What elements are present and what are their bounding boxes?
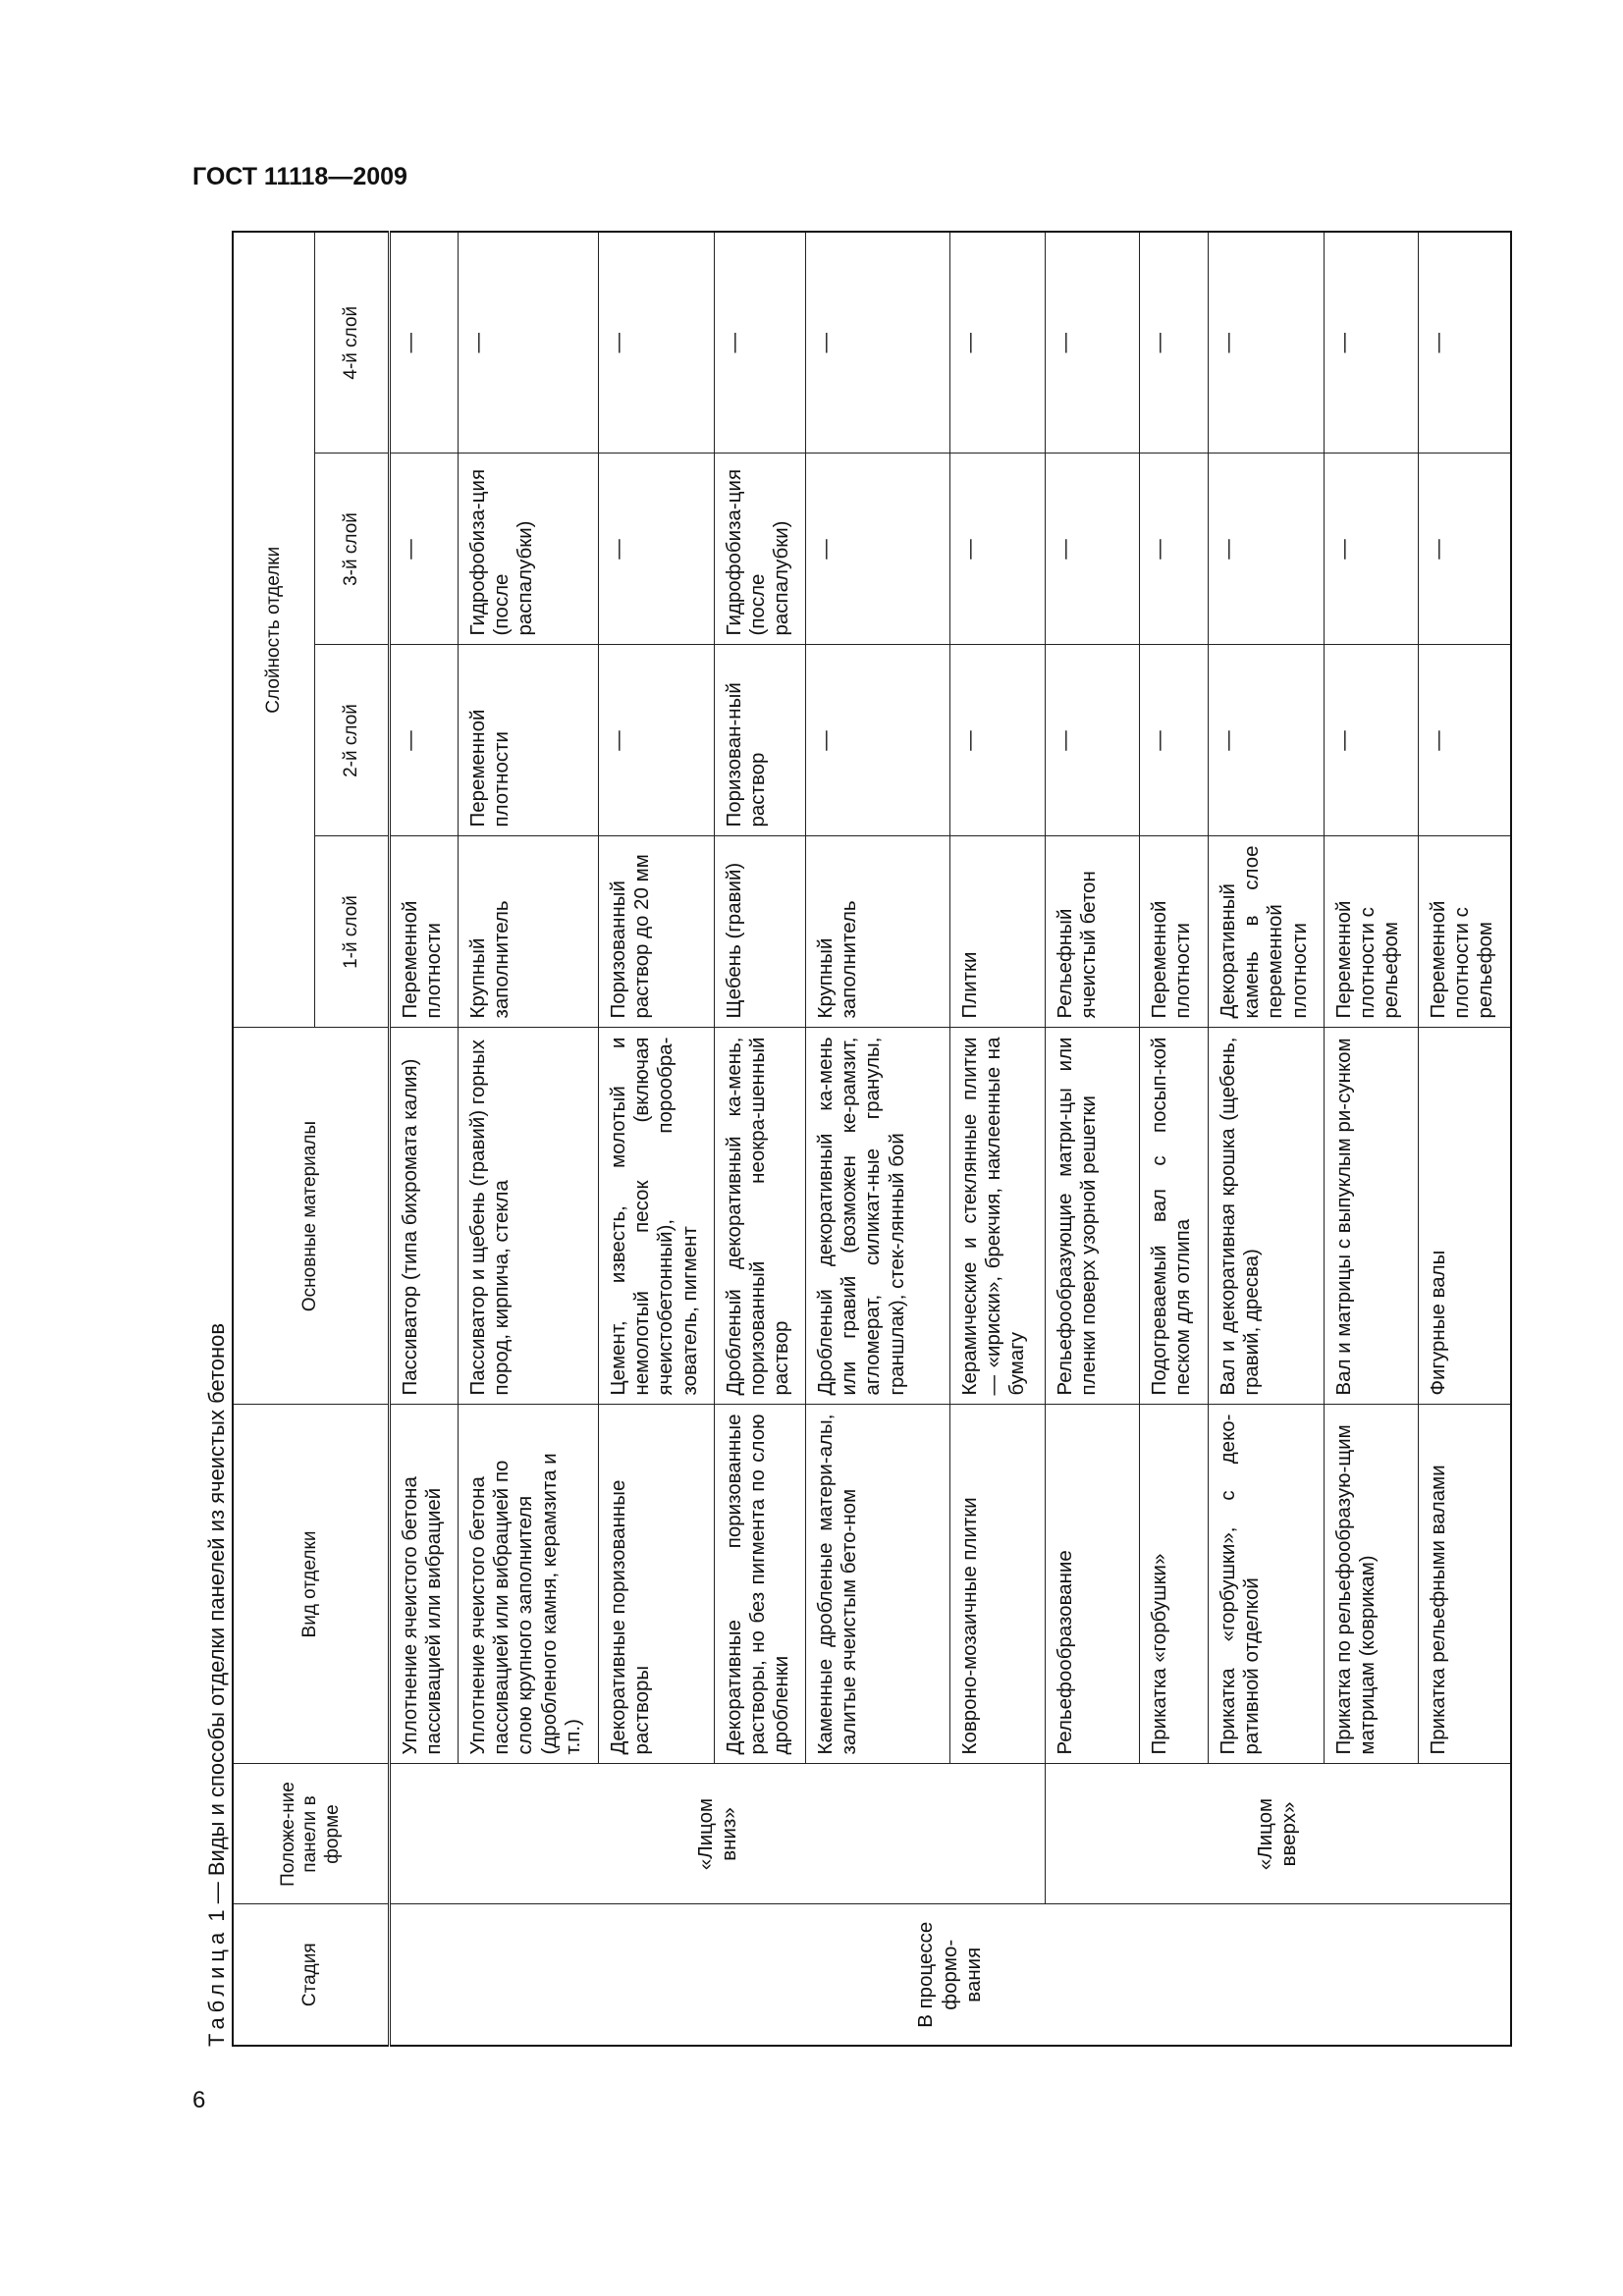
- table-caption-text: 1 — Виды и способы отделки панелей из ячеистых бетонов: [204, 1322, 229, 1922]
- materials-cell: Цемент, известь, молотый и немолотый песок (включая ячеистобетонный), порообра-зователь, пигмент: [599, 1028, 715, 1405]
- header-materials: Основные материалы: [233, 1028, 390, 1405]
- header-layer-4: 4-й слой: [315, 232, 390, 454]
- layer2-cell: —: [390, 645, 459, 836]
- layer4-cell: —: [459, 232, 599, 454]
- finishing-types-table: [232, 231, 1512, 2047]
- standard-header: ГОСТ 11118—2009: [192, 163, 407, 190]
- materials-cell: Фигурные валы: [1419, 1028, 1511, 1405]
- layer1-cell: Поризованный раствор до 20 мм: [599, 836, 715, 1028]
- layer4-cell: —: [1419, 232, 1511, 454]
- header-layering: Слойность отделки: [233, 232, 315, 1028]
- finish-cell: Ковроно-мозаичные плитки: [950, 1405, 1046, 1764]
- page-number: 6: [192, 2087, 206, 2113]
- materials-cell: Пассиватор и щебень (гравий) горных пород, кирпича, стекла: [459, 1028, 599, 1405]
- layer4-cell: —: [390, 232, 459, 454]
- layer2-cell: —: [1325, 645, 1419, 836]
- layer3-cell: —: [1209, 454, 1325, 645]
- materials-cell: Дробленый декоративный ка-мень, поризованный неокра-шенный раствор: [715, 1028, 806, 1405]
- layer1-cell: Щебень (гравий): [715, 836, 806, 1028]
- layer3-cell: Гидрофобиза-ция (после распалубки): [459, 454, 599, 645]
- layer4-cell: —: [950, 232, 1046, 454]
- table-caption-word: Таблица: [204, 1927, 229, 2047]
- layer1-cell: Переменной плотности: [390, 836, 459, 1028]
- layer1-cell: Переменной плотности с рельефом: [1325, 836, 1419, 1028]
- layer4-cell: —: [599, 232, 715, 454]
- layer4-cell: —: [1046, 232, 1140, 454]
- header-layer-2: 2-й слой: [315, 645, 390, 836]
- layer2-cell: —: [1419, 645, 1511, 836]
- layer3-cell: —: [1046, 454, 1140, 645]
- layer4-cell: —: [806, 232, 950, 454]
- table-row: [390, 232, 459, 2046]
- finish-cell: Прикатка «горбушки»: [1140, 1405, 1209, 1764]
- finish-cell: Каменные дробленые матери-алы, залитые ячеистым бето-ном: [806, 1405, 950, 1764]
- header-layer-1: 1-й слой: [315, 836, 390, 1028]
- finish-cell: Прикатка рельефными валами: [1419, 1405, 1511, 1764]
- materials-cell: Дробленый декоративный ка-мень или гравий (возможен ке-рамзит, агломерат, силикат-ные гранулы, граншлак), стек-лянный бой: [806, 1028, 950, 1405]
- materials-cell: Рельефообразующие матри-цы или пленки поверх узорной решетки: [1046, 1028, 1140, 1405]
- materials-cell: Подогреваемый вал с посып-кой песком для отлипа: [1140, 1028, 1209, 1405]
- layer1-cell: Переменной плотности: [1140, 836, 1209, 1028]
- layer1-cell: Декоративный камень в слое переменной плотности: [1209, 836, 1325, 1028]
- layer2-cell: —: [1046, 645, 1140, 836]
- header-stage: Стадия: [233, 1904, 390, 2046]
- layer2-cell: —: [1140, 645, 1209, 836]
- layer3-cell: —: [599, 454, 715, 645]
- layer3-cell: Гидрофобиза-ция (после распалубки): [715, 454, 806, 645]
- layer4-cell: —: [1209, 232, 1325, 454]
- layer2-cell: Переменной плотности: [459, 645, 599, 836]
- layer4-cell: —: [1325, 232, 1419, 454]
- layer3-cell: —: [950, 454, 1046, 645]
- layer1-cell: Переменной плотности с рельефом: [1419, 836, 1511, 1028]
- rotated-table-block: [202, 233, 1510, 2047]
- layer4-cell: —: [1140, 232, 1209, 454]
- layer2-cell: —: [806, 645, 950, 836]
- layer3-cell: —: [1419, 454, 1511, 645]
- layer3-cell: —: [1140, 454, 1209, 645]
- stage-cell: В процессе формо-вания: [390, 1904, 1511, 2046]
- layer3-cell: —: [390, 454, 459, 645]
- finish-cell: Уплотнение ячеистого бетона пассивацией или вибрацией по слою крупного заполнителя (дробленого камня, керамзита и т.п.): [459, 1405, 599, 1764]
- finish-cell: Прикатка «горбушки», с деко-ративной отделкой: [1209, 1405, 1325, 1764]
- position-down-cell: «Лицом вниз»: [390, 1764, 1046, 1904]
- layer1-cell: Крупный заполнитель: [459, 836, 599, 1028]
- layer1-cell: Плитки: [950, 836, 1046, 1028]
- header-layer-3: 3-й слой: [315, 454, 390, 645]
- position-up-cell: «Лицом вверх»: [1046, 1764, 1511, 1904]
- table-caption: [202, 233, 232, 2047]
- layer2-cell: Поризован-ный раствор: [715, 645, 806, 836]
- layer1-cell: Рельефный ячеистый бетон: [1046, 836, 1140, 1028]
- table-row: [1046, 232, 1140, 2046]
- header-finish-type: Вид отделки: [233, 1405, 390, 1764]
- materials-cell: Вал и матрицы с выпуклым ри-сунком: [1325, 1028, 1419, 1405]
- finish-cell: Рельефообразование: [1046, 1405, 1140, 1764]
- header-position: Положе-ние панели в форме: [233, 1764, 390, 1904]
- materials-cell: Пассиватор (типа бихромата калия): [390, 1028, 459, 1405]
- layer1-cell: Крупный заполнитель: [806, 836, 950, 1028]
- materials-cell: Вал и декоративная крошка (щебень, гравий, дресва): [1209, 1028, 1325, 1405]
- finish-cell: Декоративные поризованные растворы: [599, 1405, 715, 1764]
- finish-cell: Уплотнение ячеистого бетона пассивацией или вибрацией: [390, 1405, 459, 1764]
- layer4-cell: —: [715, 232, 806, 454]
- layer2-cell: —: [1209, 645, 1325, 836]
- finish-cell: Декоративные поризованные растворы, но без пигмента по слою дробленки: [715, 1405, 806, 1764]
- layer2-cell: —: [950, 645, 1046, 836]
- layer2-cell: —: [599, 645, 715, 836]
- finish-cell: Прикатка по рельефообразую-щим матрицам (коврикам): [1325, 1405, 1419, 1764]
- materials-cell: Керамические и стеклянные плитки — «ириски», брекчия, наклеенные на бумагу: [950, 1028, 1046, 1405]
- layer3-cell: —: [1325, 454, 1419, 645]
- layer3-cell: —: [806, 454, 950, 645]
